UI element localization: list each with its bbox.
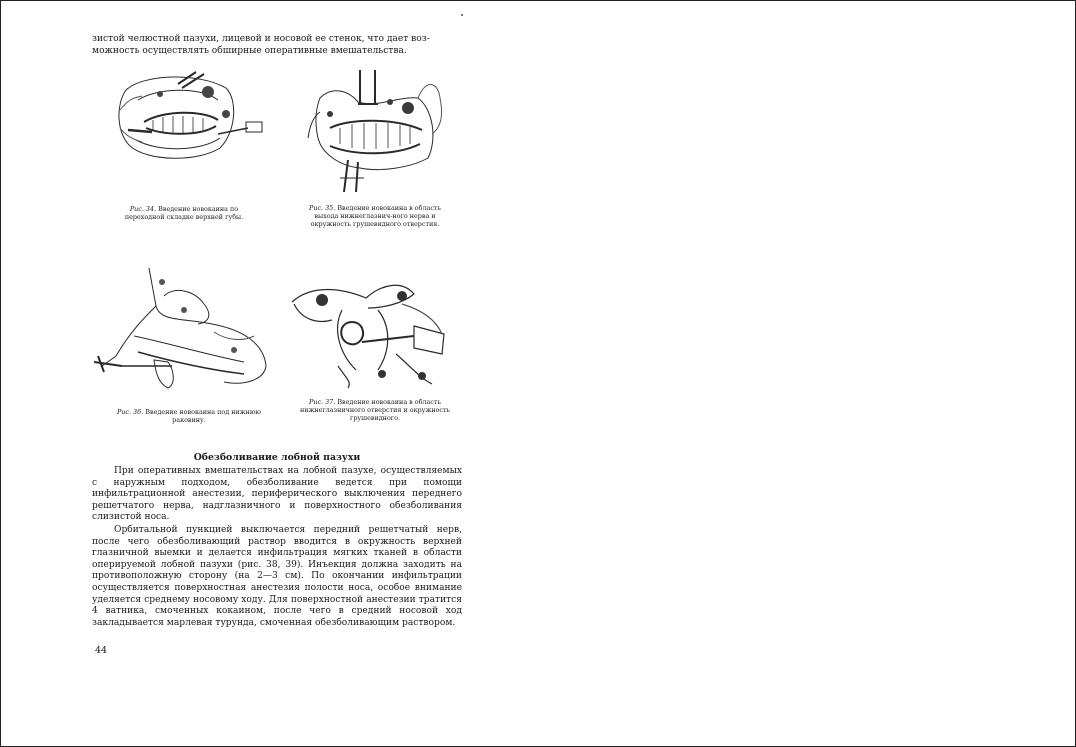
- figure-34-caption-text: Введение новокаина по переходной складке верхней губы.: [124, 205, 244, 221]
- figure-37-number: Рис. 37.: [309, 398, 336, 406]
- section-heading: Обезболивание лобной пазухи: [193, 452, 361, 463]
- paragraph-1: При оперативных вмешательствах на лобной пазухе, осуществляемых с наружным подходом, обезболивание ведется при помощи инфильтрационной анестезии, периферического выключения переднего решетчатого нерва, надглазничного и поверхностного обезболивания слизистой носа.: [92, 466, 462, 523]
- scan-speck: [461, 14, 463, 16]
- figure-35-caption: [305, 204, 445, 228]
- intro-line-2: можность осуществлять обширные оперативные вмешательства.: [92, 46, 407, 56]
- figure-36-caption: [114, 408, 264, 424]
- figure-34-caption: [114, 205, 254, 221]
- figure-36-caption-text: Введение новокаина под нижнюю раковину.: [145, 408, 261, 424]
- figure-34-illustration: [108, 70, 268, 165]
- figure-37-illustration: [282, 274, 454, 392]
- figure-35-number: Рис. 35.: [309, 204, 336, 212]
- figure-36-number: Рис. 36.: [117, 408, 144, 416]
- figure-37-caption-text: Введение новокаина в область нижнеглазничного отверстия и окружность грушевидного.: [299, 398, 451, 422]
- figure-35-illustration: [300, 68, 445, 193]
- figure-35-caption-text: Введение новокаина в область выхода нижнеглазнич-ного нерва и окружность грушевидного отверстия.: [310, 204, 441, 228]
- figure-34-number: Рис. 34.: [129, 205, 157, 213]
- intro-text: [92, 33, 462, 57]
- page-number: 44: [95, 645, 108, 656]
- figure-36-illustration: [94, 266, 274, 396]
- figure-37-caption: [294, 398, 456, 422]
- paragraph-2: Орбитальной пункцией выключается передний решетчатый нерв, после чего обезболивающий раствор вводится в окружность верхней глазничной выемки и делается инфильтрация мягких тканей в области оперируемой лобной пазухи (рис. 38, 39). Инъекция должна заходить на противоположную сторону (на 2—3 см). По окончании инфильтрации осуществляется поверхностная анестезия полости носа, особое внимание уделяется среднему носовому ходу. Для поверхностной анестезии тратится 4 ватника, смоченных кокаином, после чего в средний носовой ход закладывается марлевая турунда, смоченная обезболивающим раствором.: [92, 524, 462, 628]
- intro-line-1: зистой челюстной пазухи, лицевой и носовой ее стенок, что дает воз-: [92, 34, 430, 44]
- section-body: [92, 466, 462, 629]
